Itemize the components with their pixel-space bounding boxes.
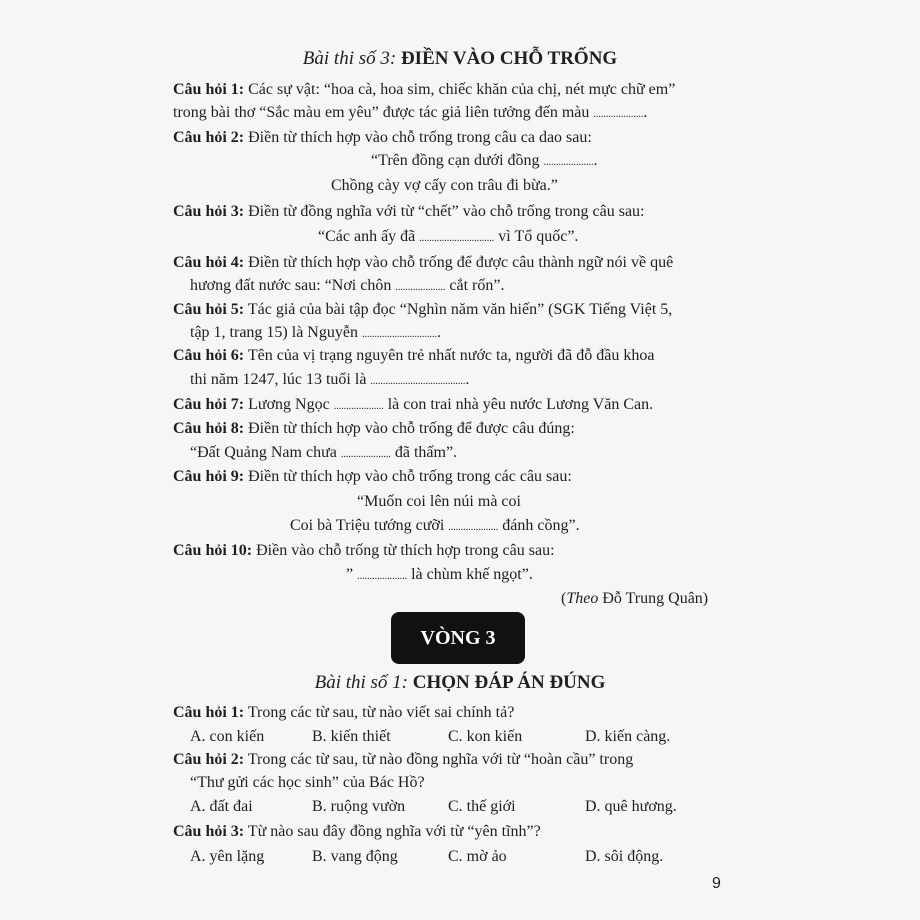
option-d: D. sôi động. bbox=[585, 848, 664, 865]
verse-text: đánh cồng”. bbox=[502, 517, 580, 534]
option-a: A. yên lặng bbox=[190, 848, 265, 865]
mc-question-1 bbox=[173, 703, 514, 723]
question-4-line-1 bbox=[173, 253, 673, 273]
verse-text: “Trên đồng cạn dưới đồng bbox=[371, 152, 540, 169]
option-d: D. quê hương. bbox=[585, 798, 677, 815]
answer-blank: .................... bbox=[593, 109, 644, 120]
answer-blank: ...................................... bbox=[370, 376, 466, 387]
punctuation: . bbox=[436, 324, 441, 341]
section-title-main: CHỌN ĐÁP ÁN ĐÚNG bbox=[412, 672, 606, 693]
answer-blank: .................... bbox=[395, 282, 446, 293]
question-text: là con trai nhà yêu nước Lương Văn Can. bbox=[387, 396, 654, 413]
question-text: Trong các từ sau, từ nào viết sai chính tả? bbox=[247, 704, 515, 721]
question-3 bbox=[173, 202, 645, 222]
question-9-verse-2 bbox=[290, 516, 580, 538]
question-label: Câu hỏi 3: bbox=[173, 203, 245, 220]
sentence-text: ” bbox=[346, 566, 354, 583]
question-text: trong bài thơ “Sắc màu em yêu” được tác giả liên tưởng đến màu bbox=[173, 104, 590, 121]
question-text: Điền từ thích hợp vào chỗ trống để được câu đúng: bbox=[248, 420, 575, 437]
section-title-prefix: Bài thi số 1: bbox=[314, 672, 409, 693]
punctuation: ( bbox=[561, 590, 567, 607]
question-label: Câu hỏi 7: bbox=[173, 396, 245, 413]
answer-blank: .................... bbox=[448, 522, 499, 533]
sentence-text: là chùm khế ngọt”. bbox=[411, 566, 533, 583]
option-a: A. đất đai bbox=[190, 798, 253, 815]
question-label: Câu hỏi 10: bbox=[173, 542, 253, 559]
question-5-line-2 bbox=[190, 323, 441, 345]
question-text: Điền từ thích hợp vào chỗ trống trong câu ca dao sau: bbox=[248, 129, 592, 146]
answer-blank: .................... bbox=[340, 449, 391, 460]
question-6-line-2 bbox=[190, 370, 469, 392]
question-text: Lương Ngọc bbox=[248, 396, 330, 413]
punctuation: . bbox=[465, 371, 470, 388]
sentence-text: đã thấm”. bbox=[394, 444, 458, 461]
punctuation: . bbox=[643, 104, 648, 121]
answer-blank: .................... bbox=[333, 401, 384, 412]
question-label: Câu hỏi 1: bbox=[173, 81, 245, 98]
question-text: Trong các từ sau, từ nào đồng nghĩa với từ “hoàn cầu” trong bbox=[247, 751, 634, 768]
question-text: Các sự vật: “hoa cà, hoa sim, chiếc khăn của chị, nét mực chữ em” bbox=[248, 81, 676, 98]
citation-prefix: Theo bbox=[566, 590, 599, 607]
question-text: thi năm 1247, lúc 13 tuổi là bbox=[190, 371, 367, 388]
option-c: C. kon kiến bbox=[448, 728, 523, 745]
question-label: Câu hỏi 1: bbox=[173, 704, 245, 721]
question-9-verse-1 bbox=[357, 492, 521, 512]
question-1-line-2 bbox=[173, 103, 647, 125]
question-label: Câu hỏi 2: bbox=[173, 129, 245, 146]
question-text: Từ nào sau đây đồng nghĩa với từ “yên tĩnh”? bbox=[247, 823, 541, 840]
question-10-sentence bbox=[346, 565, 533, 587]
section-title-multiple-choice bbox=[0, 672, 920, 694]
question-label: Câu hỏi 3: bbox=[173, 823, 245, 840]
sentence-text: “Đất Quảng Nam chưa bbox=[190, 444, 337, 461]
question-3-sentence bbox=[318, 227, 578, 249]
answer-blank: .................... bbox=[543, 157, 594, 168]
question-label: Câu hỏi 5: bbox=[173, 301, 245, 318]
question-2-verse-2 bbox=[331, 176, 558, 196]
question-text: Tác giả của bài tập đọc “Nghìn năm văn hiến” (SGK Tiếng Việt 5, bbox=[247, 301, 673, 318]
question-text: tập 1, trang 15) là Nguyễn bbox=[190, 324, 358, 341]
question-text: Điền vào chỗ trống từ thích hợp trong câu sau: bbox=[256, 542, 555, 559]
question-6-line-1 bbox=[173, 346, 654, 366]
section-title-main: ĐIỀN VÀO CHỖ TRỐNG bbox=[400, 48, 618, 69]
question-text: Điền từ thích hợp vào chỗ trống để được câu thành ngữ nói về quê bbox=[248, 254, 674, 271]
question-10 bbox=[173, 541, 555, 561]
question-8 bbox=[173, 419, 575, 439]
round-badge: VÒNG 3 bbox=[391, 612, 525, 664]
question-2-verse-1 bbox=[371, 151, 598, 173]
option-b: B. kiến thiết bbox=[312, 728, 391, 745]
option-c: C. mờ ảo bbox=[448, 848, 507, 865]
question-text: Tên của vị trạng nguyên trẻ nhất nước ta, người đã đỗ đầu khoa bbox=[247, 347, 655, 364]
question-label: Câu hỏi 4: bbox=[173, 254, 245, 271]
question-text: Điền từ thích hợp vào chỗ trống trong các câu sau: bbox=[248, 468, 572, 485]
question-9 bbox=[173, 467, 572, 487]
answer-blank: .................... bbox=[357, 571, 408, 582]
question-text: hương đất nước sau: “Nơi chôn bbox=[190, 277, 392, 294]
verse-text: “Muốn coi lên núi mà coi bbox=[357, 493, 521, 510]
option-b: B. vang động bbox=[312, 848, 398, 865]
option-c: C. thế giới bbox=[448, 798, 516, 815]
citation-author: Đỗ Trung Quân) bbox=[602, 590, 709, 607]
question-text: cắt rốn”. bbox=[449, 277, 505, 294]
question-7 bbox=[173, 395, 653, 417]
answer-blank: .............................. bbox=[419, 233, 495, 244]
question-8-sentence bbox=[190, 443, 457, 465]
option-a: A. con kiến bbox=[190, 728, 265, 745]
question-4-line-2 bbox=[190, 276, 504, 298]
question-2 bbox=[173, 128, 592, 148]
sentence-text: vì Tổ quốc”. bbox=[498, 228, 579, 245]
question-text: “Thư gửi các học sinh” của Bác Hồ? bbox=[190, 774, 425, 791]
sentence-text: “Các anh ấy đã bbox=[318, 228, 416, 245]
mc-question-2-line-1 bbox=[173, 750, 633, 770]
option-d: D. kiến càng. bbox=[585, 728, 671, 745]
question-label: Câu hỏi 2: bbox=[173, 751, 245, 768]
mc-question-2-line-2 bbox=[190, 773, 425, 793]
section-title-fill-blank bbox=[0, 48, 920, 70]
verse-text: Chồng cày vợ cấy con trâu đi bừa.” bbox=[331, 177, 558, 194]
section-title-prefix: Bài thi số 3: bbox=[302, 48, 397, 69]
mc-question-3 bbox=[173, 822, 541, 842]
question-5-line-1 bbox=[173, 300, 672, 320]
punctuation: . bbox=[593, 152, 598, 169]
question-1-line-1 bbox=[173, 80, 675, 100]
page-number: 9 bbox=[712, 875, 721, 892]
question-label: Câu hỏi 6: bbox=[173, 347, 245, 364]
answer-blank: .............................. bbox=[361, 329, 437, 340]
option-b: B. ruộng vườn bbox=[312, 798, 406, 815]
question-label: Câu hỏi 9: bbox=[173, 468, 245, 485]
question-label: Câu hỏi 8: bbox=[173, 420, 245, 437]
source-citation bbox=[561, 589, 708, 609]
verse-text: Coi bà Triệu tướng cưỡi bbox=[290, 517, 445, 534]
question-text: Điền từ đồng nghĩa với từ “chết” vào chỗ trống trong câu sau: bbox=[248, 203, 645, 220]
